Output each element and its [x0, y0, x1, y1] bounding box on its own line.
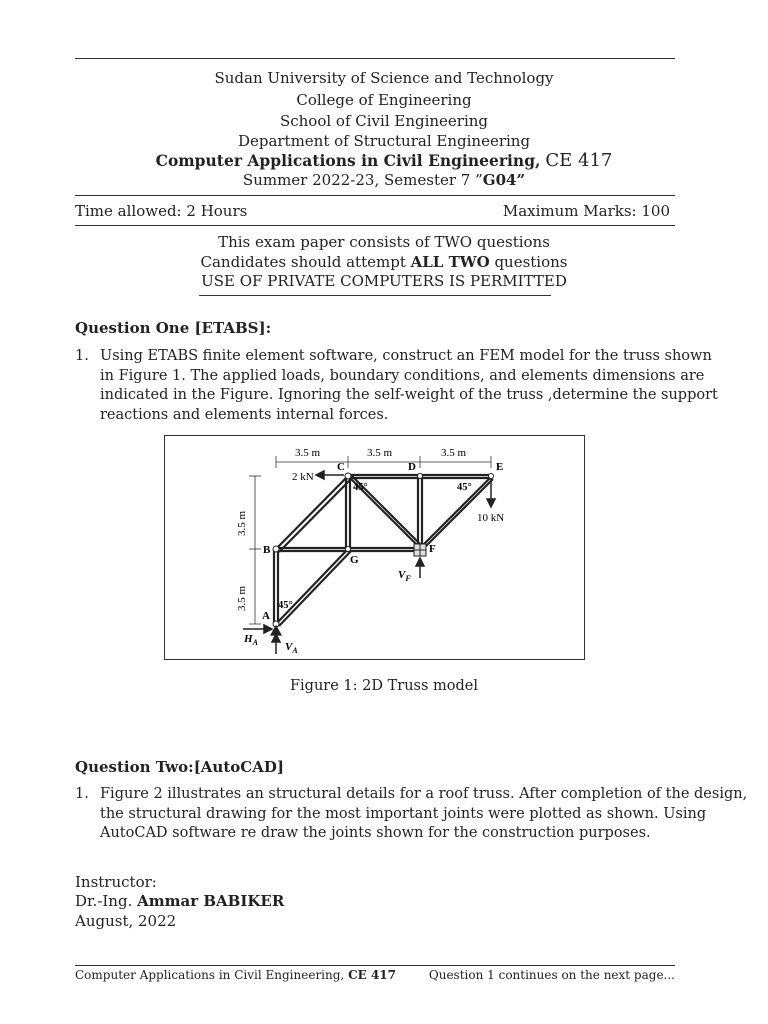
reaction-vf-label [398, 569, 411, 583]
session-line [0, 171, 768, 189]
node-label-g: G [350, 554, 359, 566]
dim-left-1: 3.5 m [236, 510, 248, 536]
q1-line-1: Using ETABS finite element software, construct an FEM model for the truss shown [100, 348, 712, 364]
dim-left-2: 3.5 m [236, 585, 248, 611]
q2-line-1: Figure 2 illustrates an structural details for a roof truss. After completion of the design, [100, 786, 748, 802]
footer-rule [75, 965, 675, 966]
info-rule [75, 225, 675, 226]
support-f [414, 544, 426, 556]
footer-course-title: Computer Applications in Civil Engineering, [75, 968, 345, 982]
department-name: Department of Structural Engineering [237, 132, 531, 150]
question-two-number: 1. [75, 786, 89, 802]
course-code: CE 417 [545, 150, 613, 171]
load-e-label: 10 kN [477, 512, 505, 524]
course-line [0, 150, 768, 171]
node-label-c: C [337, 461, 345, 473]
figure-caption: Figure 1: 2D Truss model [289, 678, 479, 694]
max-marks: Maximum Marks: 100 [502, 202, 670, 220]
college-name: College of Engineering [296, 91, 472, 109]
reaction-va-arrow [272, 634, 280, 654]
reaction-ha-label [243, 633, 259, 647]
time-allowed: Time allowed: 2 Hours [75, 202, 248, 220]
truss-figure [164, 435, 585, 660]
question-two-item [75, 785, 748, 845]
node-label-b: B [263, 544, 271, 556]
instructions-line-2 [0, 253, 768, 271]
q2-line-3: AutoCAD software re draw the joints shown for the construction purposes. [100, 825, 651, 841]
ha-sub: A [252, 638, 258, 647]
ha-main: H [244, 633, 253, 645]
node-label-e: E [496, 461, 504, 473]
reaction-vf-arrow [416, 558, 424, 578]
question-two-heading: Question Two:[AutoCAD] [75, 758, 284, 776]
instructor-name: Ammar BABIKER [137, 892, 285, 910]
question-one-item [75, 347, 718, 427]
dim-top-3: 3.5 m [441, 447, 467, 459]
vf-sub: F [405, 574, 411, 583]
question-one-number: 1. [75, 348, 89, 364]
header-rule [75, 195, 675, 196]
instr-bold: ALL TWO [410, 253, 490, 271]
reaction-va-label [285, 641, 298, 655]
load-c-label: 2 kN [292, 471, 314, 483]
instructions-line-1: This exam paper consists of TWO questions [218, 233, 550, 251]
instructor-label: Instructor: [75, 873, 157, 891]
instructor-name-line [75, 892, 284, 910]
angle-a: 45° [278, 600, 293, 611]
group-code: G04” [482, 171, 526, 189]
instr-prefix: Candidates should attempt [200, 253, 406, 271]
angle-c: 45° [353, 482, 368, 493]
node-label-f: F [429, 543, 436, 555]
node-label-a: A [262, 610, 270, 622]
instructor-title: Dr.-Ing. [75, 892, 133, 910]
vf-main: V [398, 569, 406, 581]
question-one-heading: Question One [ETABS]: [75, 319, 272, 337]
node-label-d: D [408, 461, 416, 473]
top-rule [75, 58, 675, 59]
instructor-date: August, 2022 [75, 912, 177, 930]
truss-members [274, 475, 493, 626]
instr-suffix: questions [494, 253, 568, 271]
university-name: Sudan University of Science and Technology [214, 69, 554, 87]
school-name: School of Civil Engineering [279, 112, 489, 130]
dim-top-2: 3.5 m [367, 447, 393, 459]
va-sub: A [292, 646, 298, 655]
reaction-ha-arrow [243, 625, 272, 633]
va-main: V [285, 641, 293, 653]
angle-e: 45° [457, 482, 472, 493]
q2-line-2: the structural drawing for the most important joints were plotted as shown. Using [100, 805, 707, 822]
footer-course-code: CE 417 [348, 968, 397, 982]
dim-top-1: 3.5 m [295, 447, 321, 459]
truss-diagram [165, 436, 584, 659]
session-text: Summer 2022-23, Semester 7 ” [242, 171, 483, 189]
instructions-underline [199, 295, 551, 296]
q1-line-3: indicated in the Figure. Ignoring the self-weight of the truss ,determine the support [100, 387, 718, 403]
q1-line-2: in Figure 1. The applied loads, boundary conditions, and elements dimensions are [100, 367, 705, 384]
q1-line-4: reactions and elements internal forces. [100, 406, 389, 423]
footer-continues: Question 1 continues on the next page... [428, 968, 675, 982]
instructions-line-3: USE OF PRIVATE COMPUTERS IS PERMITTED [201, 272, 567, 290]
footer-course [75, 968, 396, 982]
course-title: Computer Applications in Civil Engineering, [155, 151, 541, 170]
